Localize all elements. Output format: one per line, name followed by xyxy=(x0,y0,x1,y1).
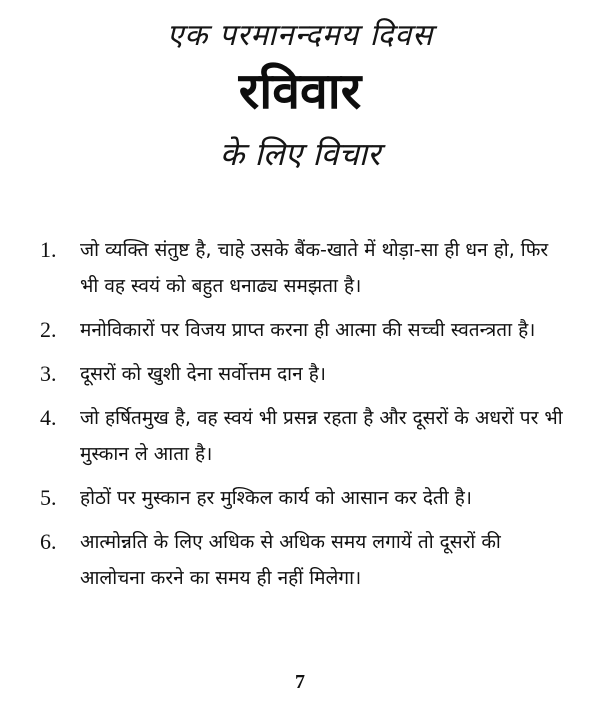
page-number: 7 xyxy=(295,671,305,693)
thought-number: 6. xyxy=(40,529,57,554)
thought-item xyxy=(40,312,570,348)
thought-text: आत्मोन्नति के लिए अधिक से अधिक समय लगायें तो दूसरों की आलोचना करने का समय ही नहीं मिलेगा। xyxy=(80,531,501,589)
thought-number: 4. xyxy=(40,405,57,430)
thought-number: 1. xyxy=(40,237,57,262)
thought-text: मनोविकारों पर विजय प्राप्त करना ही आत्मा की सच्ची स्वतन्त्रता है। xyxy=(80,319,536,341)
thought-item xyxy=(40,524,570,596)
thought-item xyxy=(40,356,570,392)
thought-number: 3. xyxy=(40,361,57,386)
thought-text: जो व्यक्ति संतुष्ट है, चाहे उसके बैंक-खाते में थोड़ा-सा ही धन हो, फिर भी वह स्वयं को बहुत धनाढ्य समझता है। xyxy=(80,239,549,297)
thoughts-list xyxy=(40,232,570,604)
thought-text: दूसरों को खुशी देना सर्वोत्तम दान है। xyxy=(80,363,326,385)
page-subtitle: एक परमानन्दमय दिवस xyxy=(166,18,434,53)
page-tagline: के लिए विचार xyxy=(219,135,381,173)
thought-item xyxy=(40,480,570,516)
thought-item xyxy=(40,400,570,472)
thought-number: 2. xyxy=(40,317,57,342)
thought-text: जो हर्षितमुख है, वह स्वयं भी प्रसन्न रहता है और दूसरों के अधरों पर भी मुस्कान ले आता है। xyxy=(80,407,563,465)
thought-text: होठों पर मुस्कान हर मुश्किल कार्य को आसान कर देती है। xyxy=(80,487,473,509)
page-title: रविवार xyxy=(238,62,362,120)
thought-number: 5. xyxy=(40,485,57,510)
thought-item xyxy=(40,232,570,304)
page-header xyxy=(0,14,600,178)
